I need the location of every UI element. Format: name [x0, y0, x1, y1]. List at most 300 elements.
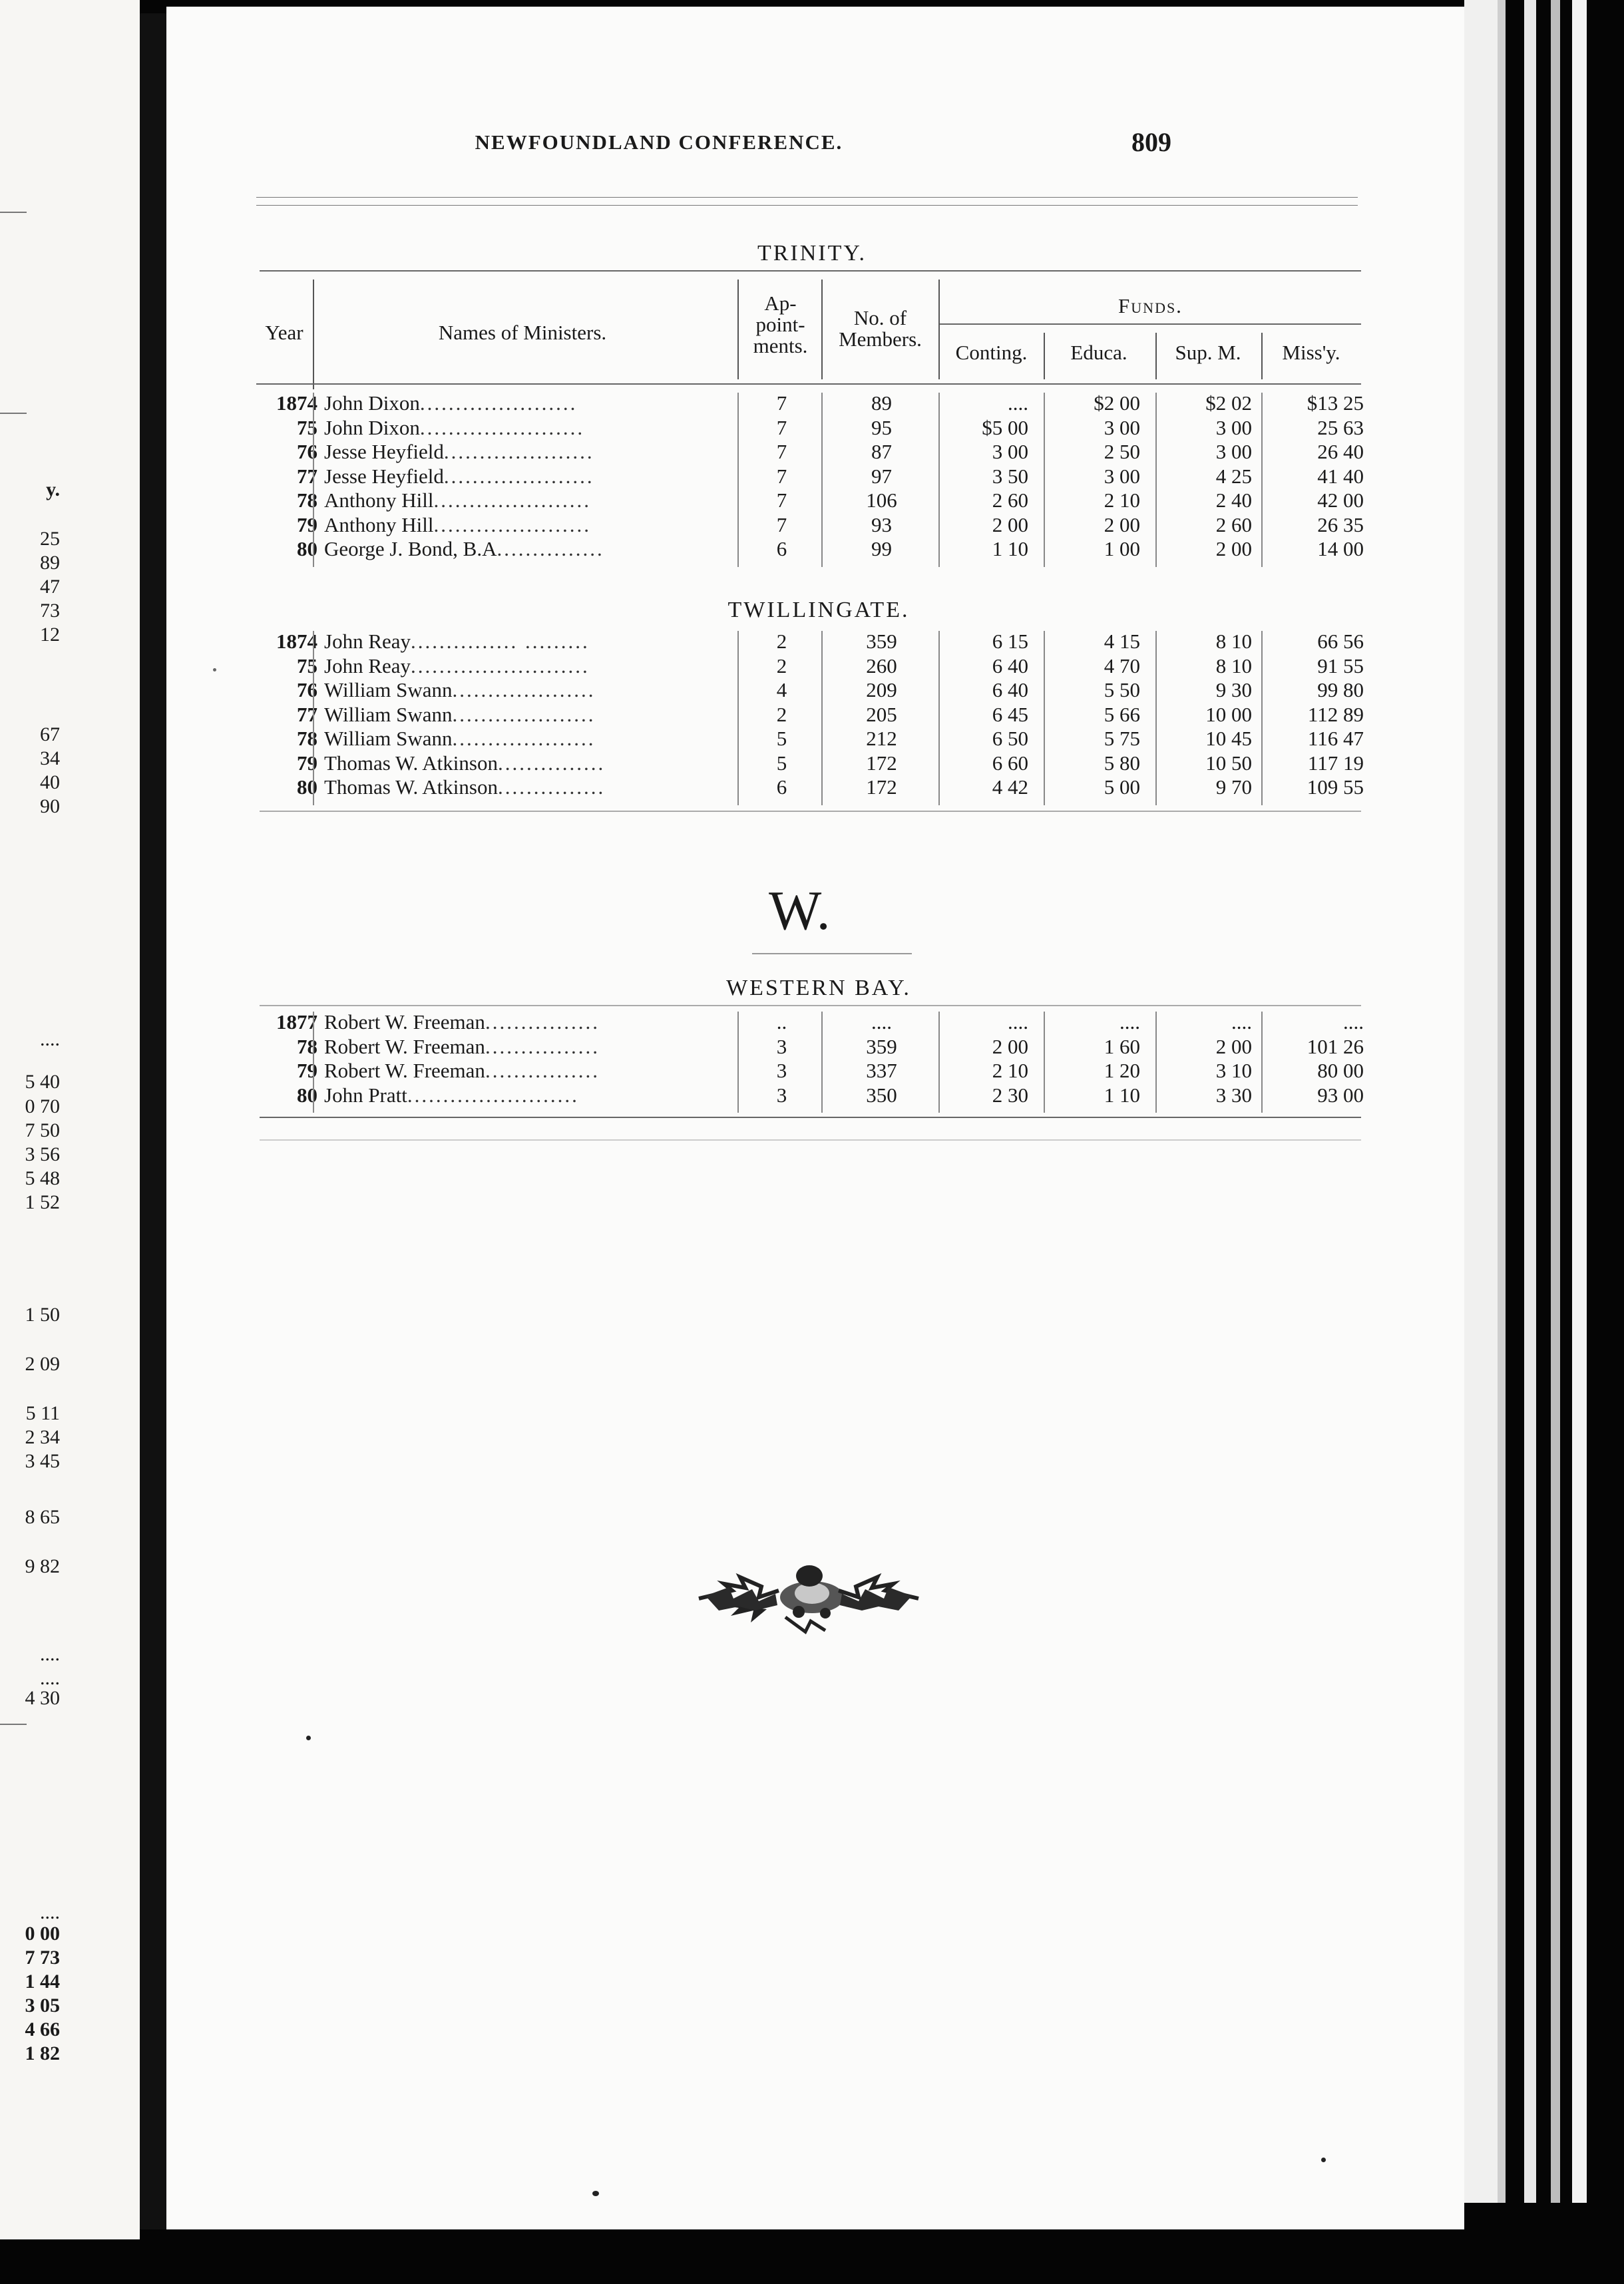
members-cell: 87 [871, 440, 892, 463]
missionary-cell: 109 55 [1307, 775, 1364, 799]
members-cell: 89 [871, 391, 892, 415]
year-cell: 75 [297, 654, 317, 677]
education-cell: 4 15 [1104, 630, 1140, 653]
column-header-education: Educa. [1070, 341, 1127, 364]
divider [0, 1724, 27, 1725]
page-edge [1572, 0, 1587, 2203]
members-cell: 337 [866, 1059, 897, 1082]
prev-page-fragment: 3 05 [25, 1995, 60, 2016]
minister-name: George J. Bond, B.A [324, 537, 497, 560]
table-top-rule [260, 1005, 1361, 1006]
column-header-contingent: Conting. [955, 341, 1028, 364]
education-cell: 4 70 [1104, 654, 1140, 677]
minister-name: Robert W. Freeman [324, 1010, 485, 1034]
year-cell: 77 [297, 702, 317, 726]
column-divider [821, 631, 823, 805]
prev-page-fragment: 4 66 [25, 2018, 60, 2040]
appointments-cell: 2 [776, 654, 787, 677]
column-divider [1261, 631, 1263, 805]
column-divider [1155, 393, 1157, 567]
prev-page-fragment: .... [40, 1667, 60, 1689]
education-cell: 5 80 [1104, 751, 1140, 775]
column-divider [313, 1012, 314, 1113]
leader-dots: ................ [485, 1059, 600, 1082]
prev-page-fragment: 7 50 [25, 1119, 60, 1141]
education-cell: 1 00 [1104, 537, 1140, 560]
table-row [254, 751, 1376, 776]
column-divider [313, 280, 314, 389]
prev-page-fragment: 12 [40, 624, 60, 646]
table-row [254, 465, 1376, 489]
education-cell: $2 00 [1094, 391, 1140, 415]
members-cell: 172 [866, 775, 897, 799]
divider [0, 413, 27, 414]
education-cell: 3 00 [1104, 464, 1140, 488]
contingent-cell: 6 45 [992, 702, 1028, 726]
column-divider [737, 631, 739, 805]
section-title-twillingate: TWILLINGATE. [727, 598, 910, 622]
supernumerary-cell: $2 02 [1205, 391, 1252, 415]
prev-page-fragment: 47 [40, 576, 60, 598]
education-cell: 2 10 [1104, 488, 1140, 512]
year-cell: 1877 [276, 1010, 317, 1034]
table-row [254, 703, 1376, 727]
minister-name: John Dixon [324, 391, 420, 415]
members-cell: 260 [866, 654, 897, 677]
contingent-cell: 6 40 [992, 654, 1028, 677]
column-divider [737, 393, 739, 567]
column-divider [1044, 393, 1045, 567]
prev-page-fragment: 5 11 [25, 1402, 60, 1424]
leader-dots: ............... [497, 537, 604, 560]
previous-page-edge [0, 0, 140, 2239]
members-cell: 95 [871, 415, 892, 439]
appointments-cell: 6 [776, 537, 787, 560]
appointments-cell: 7 [776, 391, 787, 415]
table-row [254, 727, 1376, 751]
missionary-cell: .... [1343, 1010, 1364, 1034]
minister-name-cell [324, 1059, 740, 1083]
column-divider [1044, 333, 1045, 379]
appointments-cell: 3 [776, 1034, 787, 1058]
contingent-cell: 3 50 [992, 464, 1028, 488]
prev-page-fragment: 1 82 [25, 2042, 60, 2064]
minister-name-cell [324, 1010, 740, 1035]
year-cell: 78 [297, 488, 317, 512]
holly-sprig-ornament-icon [692, 1557, 932, 1640]
appointments-cell: 3 [776, 1059, 787, 1082]
prev-page-fragment: 5 40 [25, 1071, 60, 1093]
contingent-cell: 6 40 [992, 678, 1028, 701]
prev-page-fragment: 4 30 [25, 1687, 60, 1709]
appointments-cell: 6 [776, 775, 787, 799]
supernumerary-cell: 10 50 [1205, 751, 1252, 775]
contingent-cell: 6 50 [992, 727, 1028, 750]
table-top-rule [260, 270, 1361, 272]
missionary-cell: 101 26 [1307, 1034, 1364, 1058]
header-bottom-rule [256, 383, 1361, 385]
letter-heading: W. [769, 880, 831, 942]
short-rule [752, 953, 912, 954]
education-cell: 1 20 [1104, 1059, 1140, 1082]
members-cell: 97 [871, 464, 892, 488]
book-spine-shadow [140, 13, 166, 2229]
education-cell: .... [1119, 1010, 1140, 1034]
missionary-cell: 66 56 [1317, 630, 1364, 653]
table-row [254, 678, 1376, 703]
minister-name-cell [324, 630, 740, 654]
minister-name: William Swann [324, 727, 453, 750]
minister-name-cell [324, 678, 740, 703]
year-cell: 79 [297, 751, 317, 775]
members-cell: 350 [866, 1083, 897, 1107]
supernumerary-cell: 8 10 [1215, 654, 1252, 677]
members-cell: 359 [866, 1034, 897, 1058]
prev-page-fragment: 1 52 [25, 1191, 60, 1213]
table-row [254, 1059, 1376, 1083]
contingent-cell: .... [1008, 391, 1028, 415]
leader-dots: .................... [452, 702, 596, 726]
prev-page-fragment: 2 34 [25, 1426, 60, 1448]
minister-name-cell [324, 1035, 740, 1059]
prev-page-fragment: .... [40, 1901, 60, 1923]
leader-dots: ...................... [433, 512, 591, 536]
leader-dots: ..................... [443, 440, 594, 463]
supernumerary-cell: 9 70 [1215, 775, 1252, 799]
column-header-members: No. of Members. [839, 306, 922, 351]
appointments-cell: 3 [776, 1083, 787, 1107]
leader-dots: ................ [485, 1010, 600, 1034]
minister-name-cell [324, 775, 740, 800]
members-cell: 93 [871, 512, 892, 536]
column-divider [821, 280, 823, 379]
missionary-cell: 14 00 [1317, 537, 1364, 560]
column-divider [938, 280, 940, 379]
minister-name-cell [324, 537, 740, 562]
supernumerary-cell: 9 30 [1215, 678, 1252, 701]
members-cell: 172 [866, 751, 897, 775]
running-header: NEWFOUNDLAND CONFERENCE. [475, 130, 843, 154]
page-edge [1464, 0, 1498, 2203]
column-header-appointments: Ap- point- ments. [753, 291, 808, 357]
divider [0, 212, 27, 213]
missionary-cell: 91 55 [1317, 654, 1364, 677]
minister-name: John Dixon [324, 415, 420, 439]
members-cell: .... [871, 1010, 892, 1034]
education-cell: 2 00 [1104, 512, 1140, 536]
contingent-cell: 6 60 [992, 751, 1028, 775]
ink-speck [1321, 2158, 1326, 2162]
column-divider [1261, 1012, 1263, 1113]
column-header-names: Names of Ministers. [438, 321, 607, 344]
column-divider [1044, 631, 1045, 805]
table-row [254, 1010, 1376, 1035]
minister-name-cell [324, 703, 740, 727]
contingent-cell: 2 10 [992, 1059, 1028, 1082]
appointments-cell: .. [776, 1010, 787, 1034]
supernumerary-cell: 10 45 [1205, 727, 1252, 750]
contingent-cell: 2 30 [992, 1083, 1028, 1107]
appointments-cell: 7 [776, 512, 787, 536]
appointments-cell: 7 [776, 488, 787, 512]
appointments-cell: 2 [776, 630, 787, 653]
appointments-cell: 7 [776, 415, 787, 439]
supernumerary-cell: 2 40 [1215, 488, 1252, 512]
supernumerary-cell: 4 25 [1215, 464, 1252, 488]
minister-name: Jesse Heyfield [324, 440, 444, 463]
year-cell: 77 [297, 464, 317, 488]
supernumerary-cell: 2 00 [1215, 1034, 1252, 1058]
leader-dots: ............... [497, 775, 606, 799]
section-title-western-bay: WESTERN BAY. [726, 976, 911, 1000]
missionary-cell: 42 00 [1317, 488, 1364, 512]
header-rule [256, 197, 1358, 198]
ink-speck [213, 668, 216, 671]
missionary-cell: 116 47 [1307, 727, 1364, 750]
missionary-cell: 26 40 [1317, 440, 1364, 463]
leader-dots: ....................... [419, 415, 585, 439]
minister-name-cell [324, 391, 740, 416]
year-cell: 79 [297, 1059, 317, 1082]
leader-dots: ........................ [407, 1083, 579, 1107]
column-divider [1155, 631, 1157, 805]
missionary-cell: $13 25 [1307, 391, 1364, 415]
twillingate-table [254, 630, 1376, 800]
members-cell: 99 [871, 537, 892, 560]
minister-name: William Swann [324, 702, 453, 726]
supernumerary-cell: 2 60 [1215, 512, 1252, 536]
table-row [254, 1083, 1376, 1108]
year-cell: 76 [297, 678, 317, 701]
table-row [254, 630, 1376, 654]
year-cell: 1874 [276, 391, 317, 415]
minister-name: John Pratt [324, 1083, 407, 1107]
minister-name-cell [324, 1083, 740, 1108]
supernumerary-cell: 10 00 [1205, 702, 1252, 726]
year-cell: 78 [297, 1034, 317, 1058]
missionary-cell: 41 40 [1317, 464, 1364, 488]
trinity-table [254, 391, 1376, 562]
column-divider [313, 631, 314, 805]
column-divider [938, 631, 940, 805]
column-divider [938, 393, 940, 567]
leader-dots: ............... ......... [411, 630, 590, 653]
column-divider [313, 393, 314, 567]
table-row [254, 416, 1376, 441]
ink-speck [306, 1736, 311, 1740]
appointments-cell: 4 [776, 678, 787, 701]
minister-name: William Swann [324, 678, 453, 701]
column-divider [821, 393, 823, 567]
members-cell: 106 [866, 488, 897, 512]
funds-rule [940, 323, 1361, 325]
prev-page-fragment: 73 [40, 600, 60, 622]
leader-dots: ................ [485, 1034, 600, 1058]
contingent-cell: 2 60 [992, 488, 1028, 512]
minister-name-cell [324, 751, 740, 776]
table-bottom-rule [260, 811, 1361, 812]
table-row [254, 537, 1376, 562]
table-row [254, 391, 1376, 416]
appointments-cell: 7 [776, 440, 787, 463]
prev-page-fragment: 3 56 [25, 1143, 60, 1165]
table-row [254, 513, 1376, 538]
table-row [254, 1035, 1376, 1059]
column-divider [1155, 1012, 1157, 1113]
table-row [254, 440, 1376, 465]
table-bottom-rule [260, 1117, 1361, 1118]
minister-name-cell [324, 416, 740, 441]
supernumerary-cell: 3 00 [1215, 440, 1252, 463]
supernumerary-cell: 2 00 [1215, 537, 1252, 560]
supernumerary-cell: 3 00 [1215, 415, 1252, 439]
year-cell: 78 [297, 727, 317, 750]
supernumerary-cell: 8 10 [1215, 630, 1252, 653]
column-divider [1261, 393, 1263, 567]
column-divider [1044, 1012, 1045, 1113]
year-cell: 80 [297, 1083, 317, 1107]
column-header-year: Year [265, 321, 304, 344]
minister-name: Jesse Heyfield [324, 464, 444, 488]
prev-page-fragment: .... [40, 1028, 60, 1050]
minister-name-cell [324, 465, 740, 489]
section-title-trinity: TRINITY. [757, 241, 867, 266]
minister-name: John Reay [324, 630, 411, 653]
header-rule [256, 205, 1358, 206]
prev-page-fragment: 1 50 [25, 1304, 60, 1326]
prev-page-fragment: 1 44 [25, 1971, 60, 1993]
missionary-cell: 99 80 [1317, 678, 1364, 701]
education-cell: 5 66 [1104, 702, 1140, 726]
contingent-cell: 3 00 [992, 440, 1028, 463]
year-cell: 76 [297, 440, 317, 463]
prev-page-fragment: 7 73 [25, 1947, 60, 1969]
education-cell: 5 75 [1104, 727, 1140, 750]
education-cell: 1 60 [1104, 1034, 1140, 1058]
leader-dots: ...................... [419, 391, 578, 415]
column-divider [821, 1012, 823, 1113]
western-bay-table [254, 1010, 1376, 1107]
education-cell: 3 00 [1104, 415, 1140, 439]
minister-name: Anthony Hill [324, 512, 434, 536]
prev-page-fragment: 0 70 [25, 1095, 60, 1117]
column-divider [1155, 333, 1157, 379]
prev-page-fragment: 40 [40, 771, 60, 793]
prev-page-fragment: 25 [40, 528, 60, 550]
members-cell: 205 [866, 702, 897, 726]
leader-dots: ......................... [411, 654, 590, 677]
table-row [254, 775, 1376, 800]
minister-name-cell [324, 440, 740, 465]
missionary-cell: 26 35 [1317, 512, 1364, 536]
missionary-cell: 112 89 [1307, 702, 1364, 726]
minister-name: Robert W. Freeman [324, 1059, 485, 1082]
prev-page-fragment: 0 00 [25, 1923, 60, 1945]
members-cell: 359 [866, 630, 897, 653]
column-divider [1261, 333, 1263, 379]
contingent-cell: $5 00 [982, 415, 1028, 439]
minister-name-cell [324, 727, 740, 751]
prev-page-fragment: y. [46, 478, 60, 500]
appointments-cell: 5 [776, 727, 787, 750]
prev-page-fragment: .... [40, 1643, 60, 1665]
education-cell: 5 50 [1104, 678, 1140, 701]
appointments-cell: 2 [776, 702, 787, 726]
members-cell: 212 [866, 727, 897, 750]
minister-name: John Reay [324, 654, 411, 677]
missionary-cell: 117 19 [1307, 751, 1364, 775]
table-row [254, 488, 1376, 513]
table-row [254, 654, 1376, 679]
faint-rule [260, 1139, 1361, 1141]
column-header-funds: Funds. [1118, 294, 1183, 317]
prev-page-fragment: 67 [40, 723, 60, 745]
year-cell: 80 [297, 537, 317, 560]
prev-page-fragment: 34 [40, 747, 60, 769]
minister-name: Thomas W. Atkinson [324, 751, 498, 775]
page-edge [1524, 0, 1536, 2203]
leader-dots: .................... [452, 727, 596, 750]
appointments-cell: 5 [776, 751, 787, 775]
column-divider [737, 1012, 739, 1113]
contingent-cell: 6 15 [992, 630, 1028, 653]
prev-page-fragment: 89 [40, 552, 60, 574]
leader-dots: ..................... [443, 464, 594, 488]
appointments-cell: 7 [776, 464, 787, 488]
supernumerary-cell: 3 10 [1215, 1059, 1252, 1082]
leader-dots: ............... [497, 751, 606, 775]
supernumerary-cell: .... [1231, 1010, 1252, 1034]
minister-name: Robert W. Freeman [324, 1034, 485, 1058]
prev-page-fragment: 3 45 [25, 1450, 60, 1472]
missionary-cell: 25 63 [1317, 415, 1364, 439]
minister-name-cell [324, 654, 740, 679]
page-edge [1498, 0, 1506, 2203]
prev-page-fragment: 2 09 [25, 1353, 60, 1375]
minister-name-cell [324, 488, 740, 513]
prev-page-fragment: 5 48 [25, 1167, 60, 1189]
supernumerary-cell: 3 30 [1215, 1083, 1252, 1107]
missionary-cell: 80 00 [1317, 1059, 1364, 1082]
leader-dots: .................... [452, 678, 596, 701]
column-divider [737, 280, 739, 379]
leader-dots: ...................... [433, 488, 591, 512]
education-cell: 1 10 [1104, 1083, 1140, 1107]
contingent-cell: 4 42 [992, 775, 1028, 799]
education-cell: 2 50 [1104, 440, 1140, 463]
year-cell: 79 [297, 512, 317, 536]
column-header-missionary: Miss'y. [1282, 341, 1340, 364]
column-header-supernumerary: Sup. M. [1175, 341, 1241, 364]
page-edge [1551, 0, 1560, 2203]
members-cell: 209 [866, 678, 897, 701]
minister-name: Thomas W. Atkinson [324, 775, 498, 799]
prev-page-fragment: 9 82 [25, 1555, 60, 1577]
year-cell: 1874 [276, 630, 317, 653]
page-number: 809 [1131, 127, 1171, 157]
minister-name-cell [324, 513, 740, 538]
ink-speck [592, 2191, 599, 2196]
year-cell: 75 [297, 415, 317, 439]
prev-page-fragment: 8 65 [25, 1506, 60, 1528]
minister-name: Anthony Hill [324, 488, 434, 512]
year-cell: 80 [297, 775, 317, 799]
prev-page-fragment: 90 [40, 795, 60, 817]
contingent-cell: 2 00 [992, 512, 1028, 536]
missionary-cell: 93 00 [1317, 1083, 1364, 1107]
contingent-cell: 2 00 [992, 1034, 1028, 1058]
contingent-cell: 1 10 [992, 537, 1028, 560]
